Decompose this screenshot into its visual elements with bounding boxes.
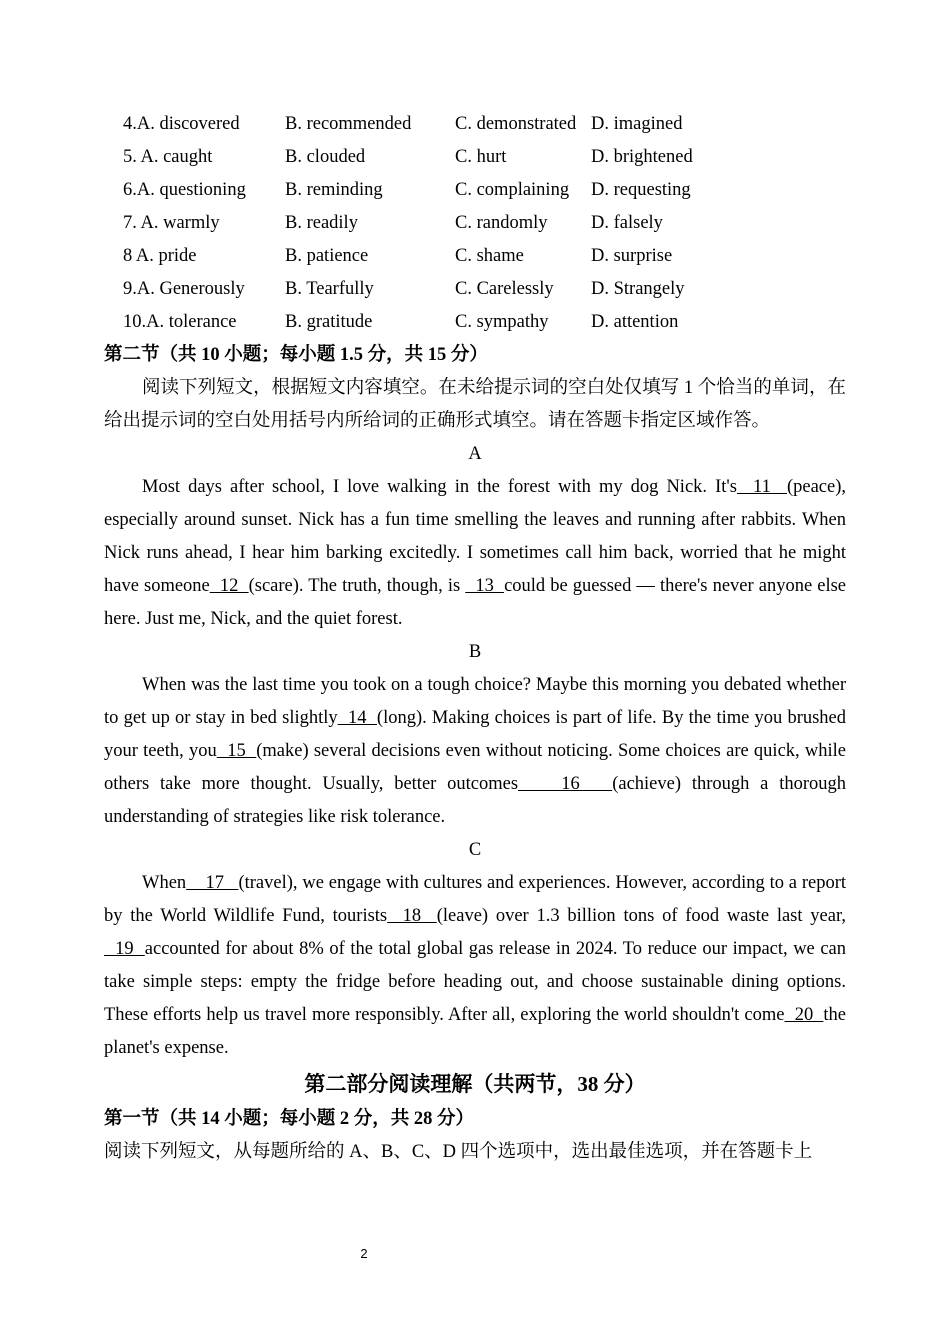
option-cell: C. shame: [455, 246, 524, 266]
passage-b: [104, 669, 846, 834]
blank-18: 18: [387, 906, 437, 926]
blank-12: 12: [209, 576, 249, 596]
section-heading: 第二节（共 10 小题；每小题 1.5 分，共 15 分）: [104, 345, 488, 365]
option-cell: 8 A. pride: [123, 246, 197, 266]
blank-19: 19: [104, 939, 145, 959]
option-cell: B. reminding: [285, 180, 383, 200]
passage-text: accounted for about 8% of the total global gas release in 2024. To reduce our impact, we can take simple steps: empty the fridge before heading out, and choose sustainable dining options. These efforts help us travel more responsibly. After all, exploring the world shouldn't come: [104, 939, 847, 1025]
passage-text: (make) several decisions even without noticing. Some choices are quick, while others take more thought. Usually, better outcomes: [104, 741, 846, 794]
option-cell: D. surprise: [591, 246, 673, 266]
blank-13: 13: [465, 576, 505, 596]
option-row: [123, 306, 711, 339]
blank-20: 20: [784, 1005, 824, 1025]
option-row: [123, 240, 711, 273]
blank-16: 16: [518, 774, 613, 794]
option-cell: 7. A. warmly: [123, 213, 220, 233]
option-cell: C. hurt: [455, 147, 507, 167]
option-cell: B. readily: [285, 213, 358, 233]
passage-text: (leave) over 1.3 billion tons of food waste last year,: [436, 906, 847, 926]
passage-label: B: [468, 642, 482, 662]
passage-label: C: [468, 840, 482, 860]
passage-a: [104, 471, 846, 636]
passage-text: When was the last time you took on a tough choice? Maybe this morning you debated whether to get up or stay in bed slightly: [104, 675, 846, 728]
passage-text: could be guessed — there's never anyone else here. Just me, Nick, and the quiet forest.: [104, 576, 847, 629]
section-heading: 第一节（共 14 小题；每小题 2 分，共 28 分）: [104, 1109, 475, 1129]
passage-text: (peace), especially around sunset. Nick has a fun time smelling the leaves and running after rabbits. When Nick runs ahead, I hear him barking excitedly. I sometimes call him back, worried that he might have someone: [104, 477, 846, 596]
option-cell: B. Tearfully: [285, 279, 374, 299]
option-cell: B. patience: [285, 246, 369, 266]
blank-15: 15: [216, 741, 257, 761]
part-title: 第二部分阅读理解（共两节，38 分）: [304, 1072, 646, 1096]
blank-11: 11: [736, 477, 787, 497]
option-cell: 5. A. caught: [123, 147, 213, 167]
option-cell: C. randomly: [455, 213, 548, 233]
option-cell: D. imagined: [591, 114, 683, 134]
passage-text: (achieve) through a thorough understanding of strategies like risk tolerance.: [104, 774, 846, 827]
section-instruction: 阅读下列短文，根据短文内容填空。在未给提示词的空白处仅填写 1 个恰当的单词，在给出提示词的空白处用括号内所给词的正确形式填空。请在答题卡指定区域作答。: [104, 378, 846, 431]
option-cell: D. requesting: [591, 180, 691, 200]
option-cell: C. complaining: [455, 180, 570, 200]
option-cell: 10.A. tolerance: [123, 312, 237, 332]
passage-label: A: [468, 444, 482, 464]
option-row: [123, 207, 711, 240]
passage-text: (travel), we engage with cultures and experiences. However, according to a report by the World Wildlife Fund, tourists: [104, 873, 846, 926]
option-cell: D. Strangely: [591, 279, 685, 299]
option-row: [123, 273, 711, 306]
option-cell: 4.A. discovered: [123, 114, 240, 134]
option-cell: B. recommended: [285, 114, 412, 134]
page-number: 2: [360, 1246, 368, 1261]
option-table: [123, 108, 711, 339]
blank-17: 17: [186, 873, 239, 893]
passage-text: (long). Making choices is part of life. By the time you brushed your teeth, you: [104, 708, 847, 761]
option-cell: D. brightened: [591, 147, 693, 167]
option-cell: C. demonstrated: [455, 114, 577, 134]
blank-14: 14: [337, 708, 377, 728]
passage-text: Most days after school, I love walking in the forest with my dog Nick. It's: [142, 477, 737, 497]
passage-c: [104, 867, 846, 1065]
option-row: [123, 174, 711, 207]
option-cell: 6.A. questioning: [123, 180, 246, 200]
option-cell: C. sympathy: [455, 312, 549, 332]
option-cell: C. Carelessly: [455, 279, 554, 299]
option-row: [123, 108, 711, 141]
option-cell: D. falsely: [591, 213, 663, 233]
passage-text: When: [142, 873, 187, 893]
passage-text: the planet's expense.: [104, 1005, 847, 1058]
passage-text: (scare). The truth, though, is: [248, 576, 466, 596]
option-cell: D. attention: [591, 312, 679, 332]
option-cell: B. gratitude: [285, 312, 373, 332]
option-cell: 9.A. Generously: [123, 279, 245, 299]
option-row: [123, 141, 711, 174]
section-instruction: 阅读下列短文，从每题所给的 A、B、C、D 四个选项中，选出最佳选项，并在答题卡上: [104, 1142, 813, 1162]
option-cell: B. clouded: [285, 147, 366, 167]
main-content: [104, 339, 846, 1169]
